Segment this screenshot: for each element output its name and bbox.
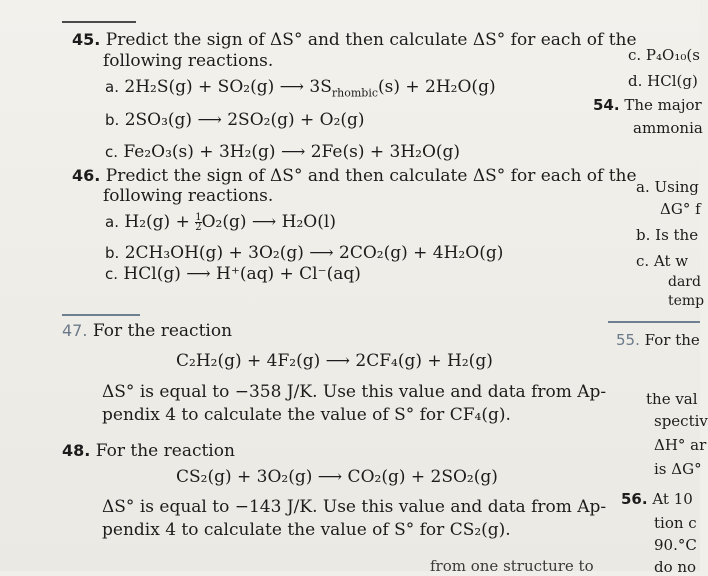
problem-45b: b. 2SO₃(g) ⟶ 2SO₂(g) + O₂(g) [105,110,365,130]
right-deg: 90.°C [654,536,697,554]
problem-number: 48. [62,441,91,460]
right-spectiv: spectiv [654,412,708,430]
problem-number: 45. [72,30,101,49]
problem-47-line1: ΔS° is equal to −358 J/K. Use this value and data from Ap- [102,382,607,402]
one-half-fraction: $\frac{1}{2}$ [195,212,202,233]
problem-45c: c. Fe₂O₃(s) + 3H₂(g) ⟶ 2Fe(s) + 3H₂O(g) [105,142,461,162]
prompt-text: For the reaction [92,321,233,341]
problem-45-prompt [72,30,637,50]
problem-46-prompt [72,166,637,186]
right-c: c. P₄O₁₀(s [628,46,700,64]
right-a: a. Using [636,178,699,196]
cut-off-text: from one structure to [430,557,594,575]
problem-46-prompt-2: following reactions. [103,186,274,206]
right-54: 54. The major [593,96,702,114]
right-rule [608,321,700,323]
right-ag: ΔG° f [660,200,701,218]
right-isg: is ΔG° [654,460,702,478]
problem-48-line1: ΔS° is equal to −143 J/K. Use this value and data from Ap- [102,497,607,517]
problem-48-line2: pendix 4 to calculate the value of S° for CS₂(g). [102,520,511,540]
right-dono: do no [654,558,697,576]
right-55: 55. For the [616,331,700,349]
section-rule [62,314,140,316]
right-dh: ΔH° ar [654,436,707,454]
problem-45-prompt-2: following reactions. [103,51,274,71]
problem-46a: a. H₂(g) + $\frac{1}{2}$ O₂(g) ⟶ H₂O(l) [105,212,336,233]
right-d: d. HCl(g) [628,72,698,90]
problem-47-line2: pendix 4 to calculate the value of S° for CF₄(g). [102,405,511,425]
right-val: the val [646,390,698,408]
problem-48-prompt [62,441,235,461]
prompt-text: Predict the sign of ΔS° and then calculate ΔS° for each of the [105,166,637,186]
problem-47-prompt [62,321,232,341]
problem-number: 47. [62,321,88,340]
problem-45a: a. 2H₂S(g) + SO₂(g) ⟶ $3S_{rhombic}(s) + 2H_2O(g)$ [105,77,496,100]
right-b: b. Is the [636,226,699,244]
prompt-text: For the reaction [95,441,235,461]
top-rule [62,21,136,23]
right-tion: tion c [654,514,697,532]
right-dard: dard [668,274,701,290]
right-temp: temp [668,293,705,309]
problem-46b: b. 2CH₃OH(g) + 3O₂(g) ⟶ 2CO₂(g) + 4H₂O(g) [105,243,504,263]
prompt-text: Predict the sign of ΔS° and then calculate ΔS° for each of the [105,30,637,50]
right-cw: c. At w [636,252,689,270]
right-ammonia: ammonia [633,119,703,137]
problem-46c: c. HCl(g) ⟶ H⁺(aq) + Cl⁻(aq) [105,264,361,284]
problem-number: 46. [72,166,101,185]
problem-47-equation: C₂H₂(g) + 4F₂(g) ⟶ 2CF₄(g) + H₂(g) [176,351,493,371]
problem-48-equation: CS₂(g) + 3O₂(g) ⟶ CO₂(g) + 2SO₂(g) [176,467,498,487]
right-56: 56. At 10 [621,490,693,508]
